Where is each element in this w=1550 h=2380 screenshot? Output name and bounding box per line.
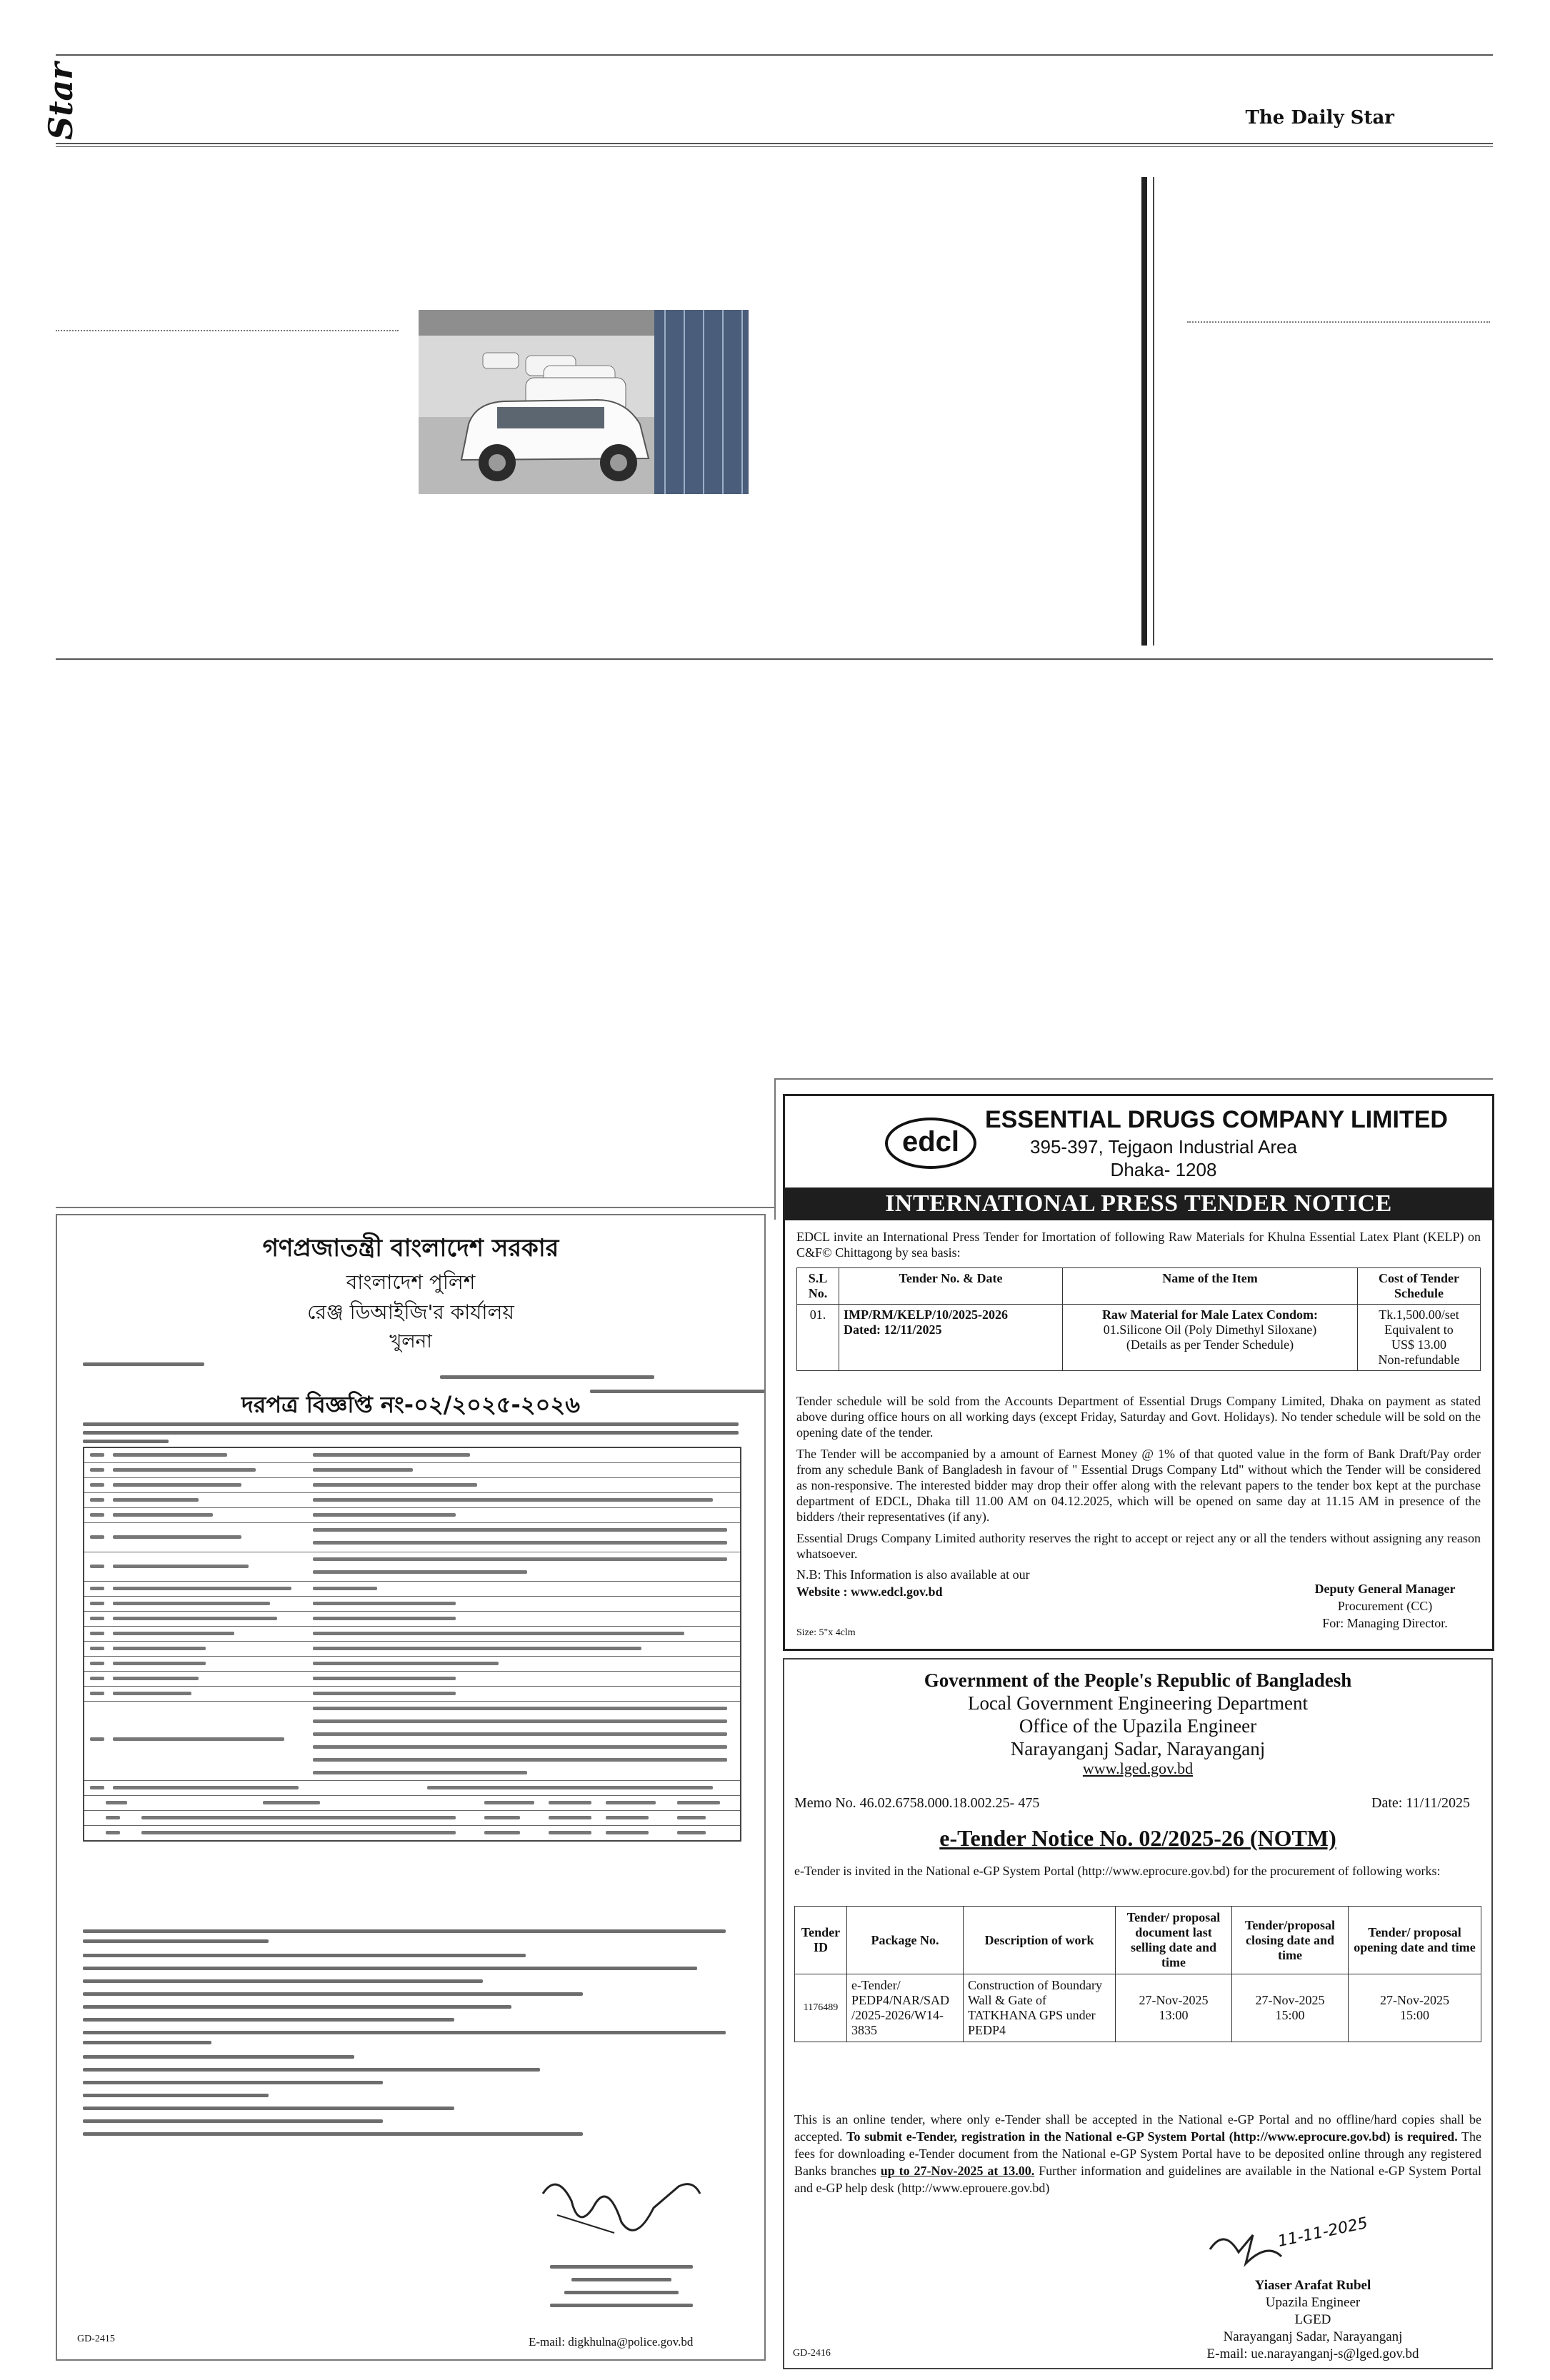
edcl-title-bar: INTERNATIONAL PRESS TENDER NOTICE (785, 1188, 1492, 1220)
th-sl: S.L No. (797, 1268, 839, 1305)
th-description: Description of work (964, 1907, 1116, 1974)
condition-line (83, 1992, 739, 1996)
edcl-para-3: Essential Drugs Company Limited authority reserves the right to accept or reject any or all the tenders without assigning any reason whatsoever. (796, 1531, 1481, 1561)
cost-4: Non-refundable (1378, 1352, 1460, 1367)
edcl-sign-3: For: Managing Director. (1322, 1616, 1448, 1630)
bn-govt-title: গণপ্রজাতন্ত্রী বাংলাদেশ সরকার (262, 1234, 559, 1262)
selling-time: 13:00 (1159, 2008, 1189, 2022)
lged-para-b: To submit e-Tender, registration in the National e-GP System Portal (http://www.eprocure.gov.bd) is required. (846, 2129, 1458, 2144)
tender-date: Dated: 12/11/2025 (844, 1322, 942, 1337)
edcl-website: Website : www.edcl.gov.bd (796, 1585, 943, 1599)
lged-intro: e-Tender is invited in the National e-GP System Portal (http://www.eprocure.gov.bd) for the procurement of following works: (794, 1864, 1441, 1878)
opening-time: 15:00 (1399, 2008, 1429, 2022)
item-note: (Details as per Tender Schedule) (1126, 1337, 1294, 1352)
condition-line (83, 1929, 739, 1933)
selling-date: 27-Nov-2025 (1139, 1993, 1209, 2007)
condition-line (83, 2005, 739, 2009)
td-tender-id: 1176489 (795, 1974, 847, 2042)
td-cost (1358, 1305, 1481, 1371)
th-package: Package No. (847, 1907, 964, 1974)
signatory-line (564, 2291, 679, 2294)
lged-date: Date: 11/11/2025 (1371, 1795, 1470, 1811)
td-tender-no (839, 1305, 1063, 1371)
memo-line (83, 1377, 739, 1380)
lged-para-d: up to 27-Nov-2025 at 13.00. (880, 2164, 1035, 2178)
lged-sign-email[interactable]: E-mail: ue.narayanganj-s@lged.gov.bd (1206, 2346, 1419, 2361)
condition-line (83, 2031, 739, 2034)
item-line: 01.Silicone Oil (Poly Dimethyl Siloxane) (1103, 1322, 1317, 1337)
lged-line-1: Government of the People's Republic of Bangladesh (924, 1669, 1352, 1691)
ad-section-rule-vertical (774, 1078, 776, 1220)
lged-line-4: Narayanganj Sadar, Narayanganj (1010, 1738, 1266, 1759)
lged-sign-org: LGED (1294, 2312, 1331, 2327)
condition-line (83, 2132, 739, 2136)
column-rule-thin (1153, 177, 1154, 646)
edcl-intro: EDCL invite an International Press Tender for Imortation of following Raw Materials for Khulna Essential Latex Plant (KELP) on C&F© Chittagong by sea basis: (796, 1230, 1481, 1260)
lged-notice-title: e-Tender Notice No. 02/2025-26 (NOTM) (939, 1825, 1336, 1851)
lged-para-c: The fees for downloading e-Tender document from the National e-GP System Portal have to be deposited online through any registered Banks branches (794, 2129, 1482, 2178)
edcl-sign-1: Deputy General Manager (1314, 1582, 1456, 1596)
memo-line (83, 1362, 739, 1366)
section-rule (56, 658, 1493, 660)
signatory-line (550, 2265, 693, 2269)
bn-email: E-mail: digkhulna@police.gov.bd (529, 2335, 694, 2349)
lged-sign-title: Upazila Engineer (1265, 2295, 1361, 2310)
th-cost: Cost of Tender Schedule (1358, 1268, 1481, 1305)
column-rule-thick (1141, 177, 1147, 646)
lged-website-link[interactable]: www.lged.gov.bd (1082, 1759, 1194, 1777)
cost-2: Equivalent to (1384, 1322, 1454, 1337)
lged-tender-table (794, 1906, 1481, 2042)
article-divider-right (1187, 321, 1490, 323)
bn-notice-title: দরপত্র বিজ্ঞপ্তি নং-০২/২০২৫-২০২৬ (241, 1391, 581, 1418)
edcl-para-2: The Tender will be accompanied by a amount of Earnest Money @ 1% of that quoted value in the form of Bank Draft/Pay order from any schedule Bank of Bangladesh in favour of " Essential Drugs Company Ltd" without which the Tender will be considered as non-responsive. The interested bidder may drop their offer along with the relevant papers to the tender box kept at the purchase department of EDCL, Dhaka till 11.00 AM on 04.12.2025, which will be opened on same day at 11.15 AM in presence of the bidders /their representatives (if any). (796, 1447, 1481, 1524)
lged-tender-ad (783, 1658, 1493, 2369)
star-side-logo: Star (41, 62, 80, 140)
top-rule (56, 54, 1493, 56)
edcl-logo: edcl (885, 1118, 976, 1169)
edcl-tender-table (796, 1267, 1481, 1371)
condition-line (83, 1967, 739, 1970)
bn-city: খুলনা (389, 1331, 432, 1352)
th-opening: Tender/ proposal opening date and time (1349, 1907, 1481, 1974)
td-opening (1349, 1974, 1481, 2042)
condition-line (83, 2119, 739, 2123)
edcl-company-name: ESSENTIAL DRUGS COMPANY LIMITED (985, 1106, 1448, 1133)
item-title: Raw Material for Male Latex Condom: (1101, 1307, 1319, 1322)
condition-line (83, 1979, 739, 1983)
lged-footer-code: GD-2416 (793, 2348, 831, 2359)
lged-memo: Memo No. 46.02.6758.000.18.002.25- 475 (794, 1795, 1040, 1811)
edcl-address-2: Dhaka- 1208 (1110, 1159, 1217, 1180)
police-tender-ad (56, 1214, 766, 2361)
parked-cars-photo (419, 310, 749, 494)
td-closing (1232, 1974, 1349, 2042)
edcl-size: Size: 5"x 4clm (796, 1627, 856, 1638)
bn-office: রেঞ্জ ডিআইজি'র কার্যালয় (307, 1300, 514, 1324)
bn-footer-code: GD-2415 (77, 2334, 115, 2344)
condition-line (83, 2018, 739, 2022)
td-sl: 01. (797, 1305, 839, 1371)
td-package: e-Tender/ PEDP4/NAR/SAD /2025-2026/W14-3835 (847, 1974, 964, 2042)
condition-line (83, 2094, 739, 2097)
th-tender-id: Tender ID (795, 1907, 847, 1974)
article-divider-left (56, 330, 399, 331)
lged-signature-date: 11-11-2025 (1276, 2214, 1370, 2251)
th-item: Name of the Item (1063, 1268, 1358, 1305)
intro-text-line (83, 1440, 739, 1443)
ad-section-rule-right (774, 1078, 1493, 1080)
lged-para-a: This is an online tender, where only e-Tender shall be accepted in the National e-GP Portal and no offline/hard copies shall be accepted. (794, 2112, 1481, 2144)
header-rule-thin (56, 146, 1493, 147)
edcl-tender-ad (783, 1094, 1494, 1651)
ad-section-rule-left (56, 1207, 776, 1208)
td-item (1063, 1305, 1358, 1371)
signatory-line (571, 2278, 671, 2281)
intro-text-line (83, 1431, 739, 1435)
condition-line (83, 2081, 739, 2084)
condition-line (83, 1954, 739, 1957)
closing-date: 27-Nov-2025 (1255, 1993, 1325, 2007)
condition-line (83, 2055, 739, 2059)
cost-3: US$ 13.00 (1391, 1337, 1446, 1352)
th-selling: Tender/ proposal document last selling date and time (1116, 1907, 1232, 1974)
edcl-nb: N.B: This Information is also available at our (796, 1567, 1030, 1582)
th-tender-no: Tender No. & Date (839, 1268, 1063, 1305)
bn-tender-table (83, 1447, 741, 1842)
td-selling (1116, 1974, 1232, 2042)
opening-date: 27-Nov-2025 (1380, 1993, 1449, 2007)
edcl-para-1: Tender schedule will be sold from the Accounts Department of Essential Drugs Company Limited, Dhaka on payment as stated above during office hours on all working days (except Friday, Saturday and Govt. Holidays). No tender schedule will be sold on the opening date of the tender. (796, 1394, 1481, 1440)
bn-dept: বাংলাদেশ পুলিশ (346, 1270, 476, 1294)
cost-1: Tk.1,500.00/set (1379, 1307, 1459, 1322)
signatory-line (550, 2304, 693, 2307)
td-description: Construction of Boundary Wall & Gate of TATKHANA GPS under PEDP4 (964, 1974, 1116, 2042)
condition-line (83, 2041, 739, 2044)
masthead: The Daily Star (1245, 107, 1394, 129)
intro-text-line (83, 1422, 739, 1426)
closing-time: 15:00 (1275, 2008, 1305, 2022)
lged-line-2: Local Government Engineering Department (967, 1692, 1309, 1714)
lged-para-e: Further information and guidelines are available in the National e-GP System Portal and e-GP help desk (http://www.eprouere.gov.bd) (794, 2164, 1482, 2195)
tender-number: IMP/RM/KELP/10/2025-2026 (844, 1307, 1008, 1322)
condition-line (83, 1939, 739, 1943)
condition-line (83, 2107, 739, 2110)
lged-sign-place: Narayanganj Sadar, Narayanganj (1223, 2329, 1403, 2344)
lged-sign-name: Yiaser Arafat Rubel (1254, 2278, 1371, 2293)
edcl-sign-2: Procurement (CC) (1337, 1599, 1433, 1613)
th-closing: Tender/proposal closing date and time (1232, 1907, 1349, 1974)
lged-line-3: Office of the Upazila Engineer (1019, 1715, 1257, 1737)
header-rule (56, 143, 1493, 144)
lged-conditions (794, 2111, 1481, 2196)
bn-signature (529, 2165, 714, 2258)
condition-line (83, 2068, 739, 2072)
edcl-address-1: 395-397, Tejgaon Industrial Area (1030, 1136, 1297, 1158)
